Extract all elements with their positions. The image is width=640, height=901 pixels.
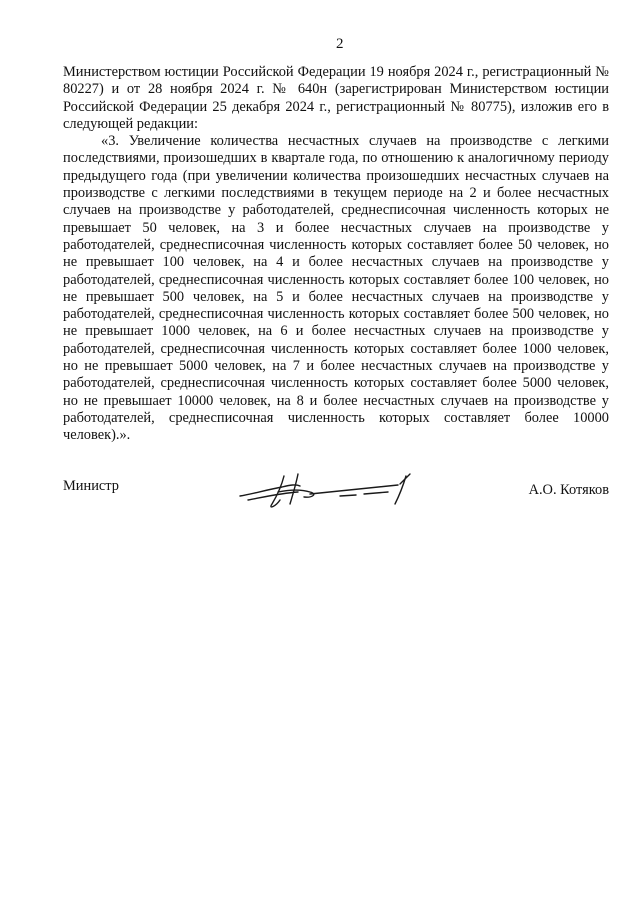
handwritten-signature: [238, 470, 428, 512]
paragraph-continuation: Министерством юстиции Российской Федерации 19 ноября 2024 г., регистрационный № 80227) и от 28 ноября 2024 г. № 640н (зарегистрирован Министерством юстиции Российской Федерации 25 декабря 2024 г., регистрационный № 80775), изложив его в следующей редакции:: [63, 64, 609, 132]
document-body: [63, 64, 609, 445]
signatory-name: А.О. Котяков: [528, 482, 609, 498]
signatory-title: Министр: [63, 478, 119, 494]
page-number: 2: [336, 36, 344, 52]
signature-block: [63, 470, 609, 530]
paragraph-item-3: «3. Увеличение количества несчастных случаев на производстве с легкими последствиями, произошедших в квартале года, по отношению к аналогичному периоду предыдущего года (при увеличении количества произошедших несчастных случаев на производстве с легкими последствиями в текущем периоде на 2 и более несчастных случаев на производстве у работодателей, среднесписочная численность которых не превышает 50 человек, на 3 и более несчастных случаев на производстве у работодателей, среднесписочная численность которых составляет более 50 человек, но не превышает 100 человек, на 4 и более несчастных случаев на производстве у работодателей, среднесписочная численность которых составляет более 100 человек, но не превышает 500 человек, на 5 и более несчастных случаев на производстве у работодателей, среднесписочная численность которых составляет более 500 человек, но не превышает 1000 человек, на 6 и более несчастных случаев на производстве у работодателей, среднесписочная численность которых составляет более 1000 человек, но не превышает 5000 человек, на 7 и более несчастных случаев на производстве у работодателей, среднесписочная численность которых составляет более 5000 человек, но не превышает 10000 человек, на 8 и более несчастных случаев на производстве у работодателей, среднесписочная численность которых составляет более 10000 человек).».: [63, 133, 609, 444]
